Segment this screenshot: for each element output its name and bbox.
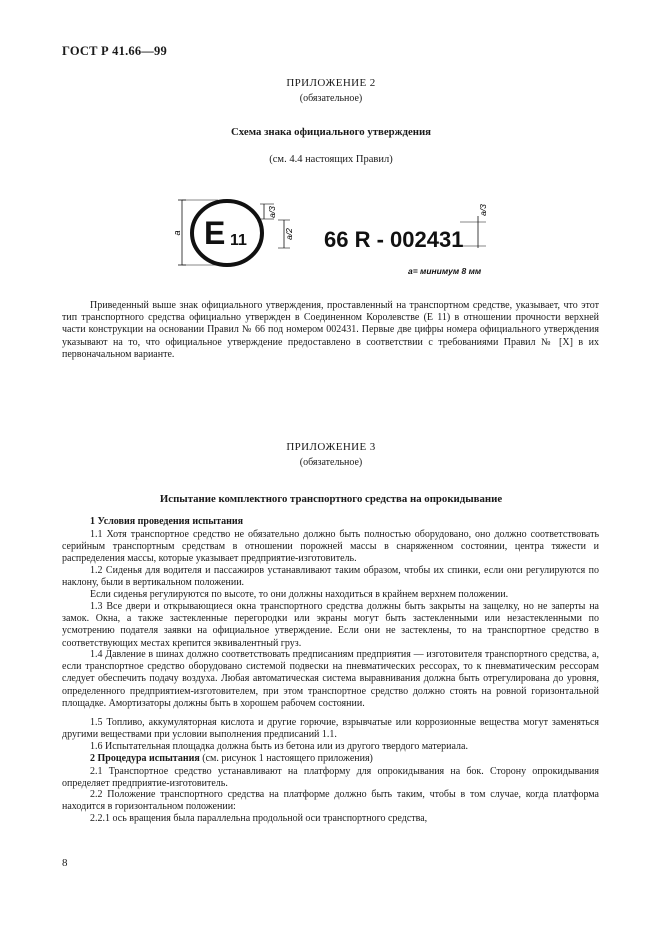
paragraph-2-2: 2.2 Положение транспортного средства на платформе должно быть таким, чтобы в том случае, когда платформа находится в горизонтальном положении: bbox=[62, 789, 599, 813]
standard-number: ГОСТ Р 41.66—99 bbox=[62, 44, 167, 58]
paragraph-1-6: 1.6 Испытательная площадка должна быть из бетона или из другого твердого материала. bbox=[90, 741, 468, 752]
annex3-status: (обязательное) bbox=[299, 457, 363, 468]
dim-a2-label: a/2 bbox=[284, 228, 294, 240]
annex2-heading: Схема знака официального утверждения bbox=[230, 126, 432, 138]
dimension-a2 bbox=[278, 220, 294, 248]
dimension-a3-right bbox=[460, 204, 488, 248]
paragraph-1-1: 1.1 Хотя транспортное средство не обязательно должно быть полностью оборудовано, оно должно соответствовать серийным транспортным средствам в отношении порожней массы в снаряженном состоянии, центра тяжести и распределения массы, которые указывает предприятие-изготовитель. bbox=[62, 529, 599, 565]
dimension-note: a= минимум 8 мм bbox=[408, 266, 482, 276]
dimension-a3-left bbox=[260, 204, 277, 219]
page-number: 8 bbox=[62, 857, 68, 869]
annex2-paragraph: Приведенный выше знак официального утверждения, проставленный на транспортном средстве, указывает, что этот тип транспортного средства официально утвержден в Соединенном Королевстве (Е 11) в отношении прочности верхней части конструкции на основании Правил № 66 под номером 002431. Первые две цифры номера официального утверждения указывают на то, что официальное утверждение предоставлено в соответствии с требованиями Правил № [X] в их первоначальном варианте. bbox=[62, 300, 599, 360]
paragraph-1-4: 1.4 Давление в шинах должно соответствовать предписаниям предприятия — изготовителя транспортного средства, а, если транспортное средство оборудовано системой подвески на пневматических рессорах, то к пневматическим рессорам следует обеспечить подачу воздуха. Любая автоматическая система выравнивания должна быть отрегулирована до уровня, определенного предприятием-изготовителем, при этом транспортное средство должно стоять на ровной горизонтальной площадке. Амортизаторы должны быть в хорошем рабочем состоянии. bbox=[62, 649, 599, 709]
section1-title: 1 Условия проведения испытания bbox=[90, 516, 244, 527]
dim-a3-right-label: a/3 bbox=[478, 204, 488, 216]
annex3-title: ПРИЛОЖЕНИЕ 3 bbox=[286, 441, 376, 453]
dim-a-label: a bbox=[172, 230, 182, 236]
e-letter: E bbox=[204, 215, 226, 251]
approval-mark-figure bbox=[160, 192, 500, 284]
paragraph-2-2-1: 2.2.1 ось вращения была параллельна продольной оси транспортного средства, bbox=[90, 813, 428, 824]
paragraph-2-1: 2.1 Транспортное средство устанавливают на платформу для опрокидывания на бок. Сторону опрокидывания определяет предприятие-изготовитель. bbox=[62, 766, 599, 790]
paragraph-1-2: 1.2 Сиденья для водителя и пассажиров устанавливают таким образом, чтобы их спинки, если они регулируются по наклону, были в вертикальном положении. bbox=[62, 565, 599, 589]
paragraph-1-2b: Если сиденья регулируются по высоте, то они должны находиться в крайнем верхнем положении. bbox=[90, 589, 509, 600]
annex2-status: (обязательное) bbox=[299, 93, 363, 104]
paragraph-1-3: 1.3 Все двери и открывающиеся окна транспортного средства должны быть закрыты на защелку, но не заперты на замок. Окна, а также застекленные перегородки или экраны могут быть застекленными или незастекленными по усмотрению подателя заявки на официальное утверждение. Если они не застеклены, то на транспортное средство в соответствующих местах крепится эквивалентный груз. bbox=[62, 601, 599, 649]
country-code: 11 bbox=[230, 232, 247, 249]
approval-number: 66 R - 002431 bbox=[324, 227, 464, 252]
annex3-heading: Испытание комплектного транспортного средства на опрокидывание bbox=[159, 493, 503, 505]
paragraph-1-5: 1.5 Топливо, аккумуляторная кислота и другие горючие, взрывчатые или коррозионные вещества могут заменяться другими веществами при условии выполнения предписаний 1.1. bbox=[62, 717, 599, 741]
section2-title: 2 Процедура испытания (см. рисунок 1 настоящего приложения) bbox=[90, 753, 373, 764]
annex2-title: ПРИЛОЖЕНИЕ 2 bbox=[286, 77, 376, 89]
approval-circle bbox=[192, 201, 262, 265]
dim-a3-left-label: a/3 bbox=[267, 206, 277, 218]
annex2-reference: (см. 4.4 настоящих Правил) bbox=[269, 154, 393, 165]
